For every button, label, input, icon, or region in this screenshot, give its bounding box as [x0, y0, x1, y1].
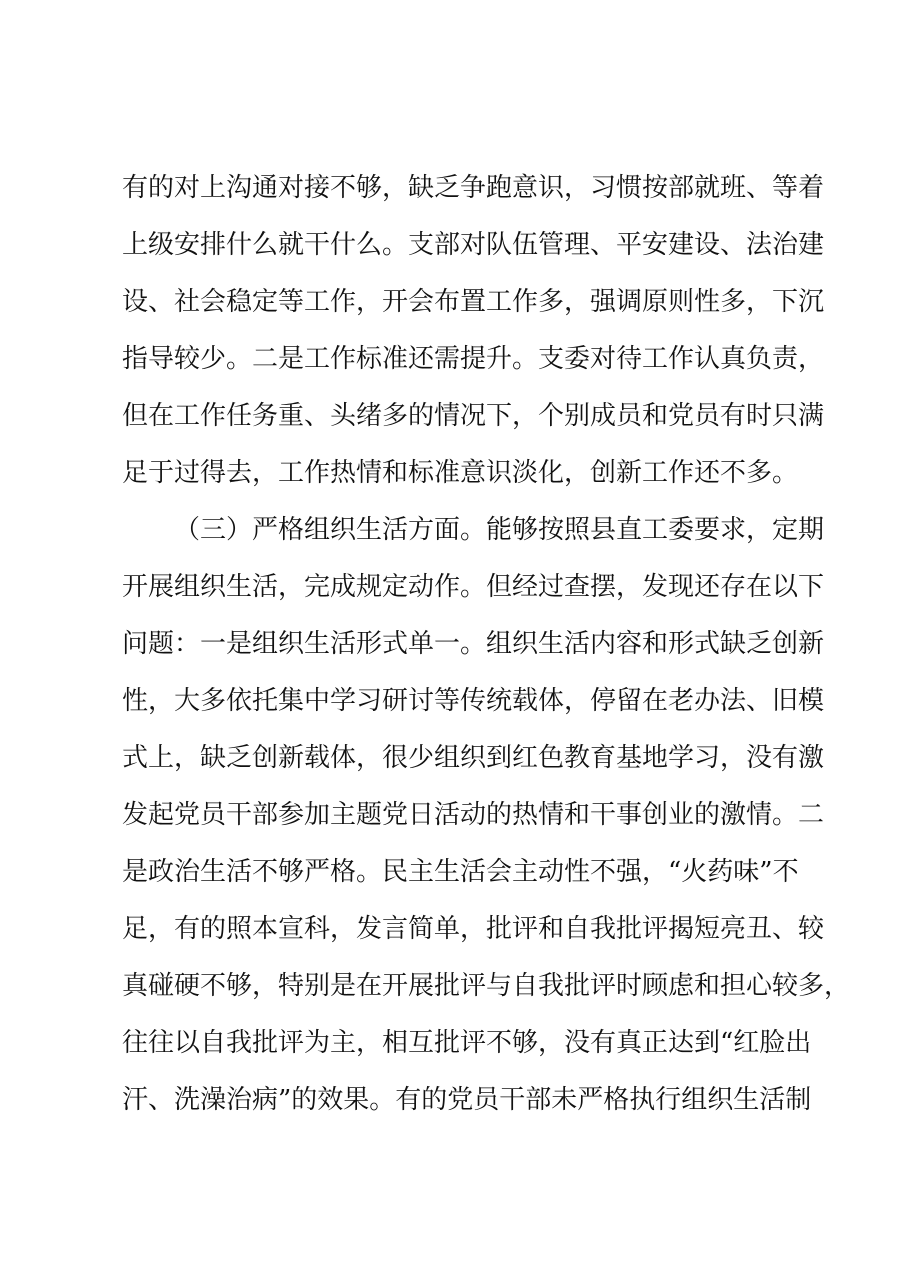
text-line-11: 式上，缺乏创新载体，很少组织到红色教育基地学习，没有激	[122, 743, 825, 773]
text-line-16: 往往以自我批评为主，相互批评不够，没有真正达到“红脸出	[122, 1028, 812, 1058]
text-line-2: 上级安排什么就干什么。支部对队伍管理、平安建设、法治建	[122, 230, 825, 260]
section-heading-line: （三）严格组织生活方面。能够按照县直工委要求，定期	[174, 515, 825, 545]
text-line-10: 性，大多依托集中学习研讨等传统载体，停留在老办法、旧模	[122, 686, 825, 716]
text-line-4: 指导较少。二是工作标准还需提升。支委对待工作认真负责，	[122, 344, 825, 374]
text-line-12: 发起党员干部参加主题党日活动的热情和干事创业的激情。二	[122, 800, 825, 830]
text-line-14: 足，有的照本宣科，发言简单，批评和自我批评揭短亮丑、较	[122, 914, 825, 944]
text-line-3: 设、社会稳定等工作，开会布置工作多，强调原则性多，下沉	[122, 287, 825, 317]
text-line-8: 开展组织生活，完成规定动作。但经过查摆，发现还存在以下	[122, 572, 825, 602]
text-line-15: 真碰硬不够，特别是在开展批评与自我批评时顾虑和担心较多，	[122, 971, 851, 1001]
text-line-17: 汗、洗澡治病”的效果。有的党员干部未严格执行组织生活制	[122, 1085, 812, 1115]
text-line-6: 足于过得去，工作热情和标准意识淡化，创新工作还不多。	[122, 458, 799, 488]
text-line-5: 但在工作任务重、头绪多的情况下，个别成员和党员有时只满	[122, 401, 825, 431]
text-line-9: 问题：一是组织生活形式单一。组织生活内容和形式缺乏创新	[122, 629, 825, 659]
text-line-1: 有的对上沟通对接不够，缺乏争跑意识，习惯按部就班、等着	[122, 173, 825, 203]
text-line-13: 是政治生活不够严格。民主生活会主动性不强，“火药味”不	[122, 857, 799, 887]
body-text	[122, 160, 851, 1129]
